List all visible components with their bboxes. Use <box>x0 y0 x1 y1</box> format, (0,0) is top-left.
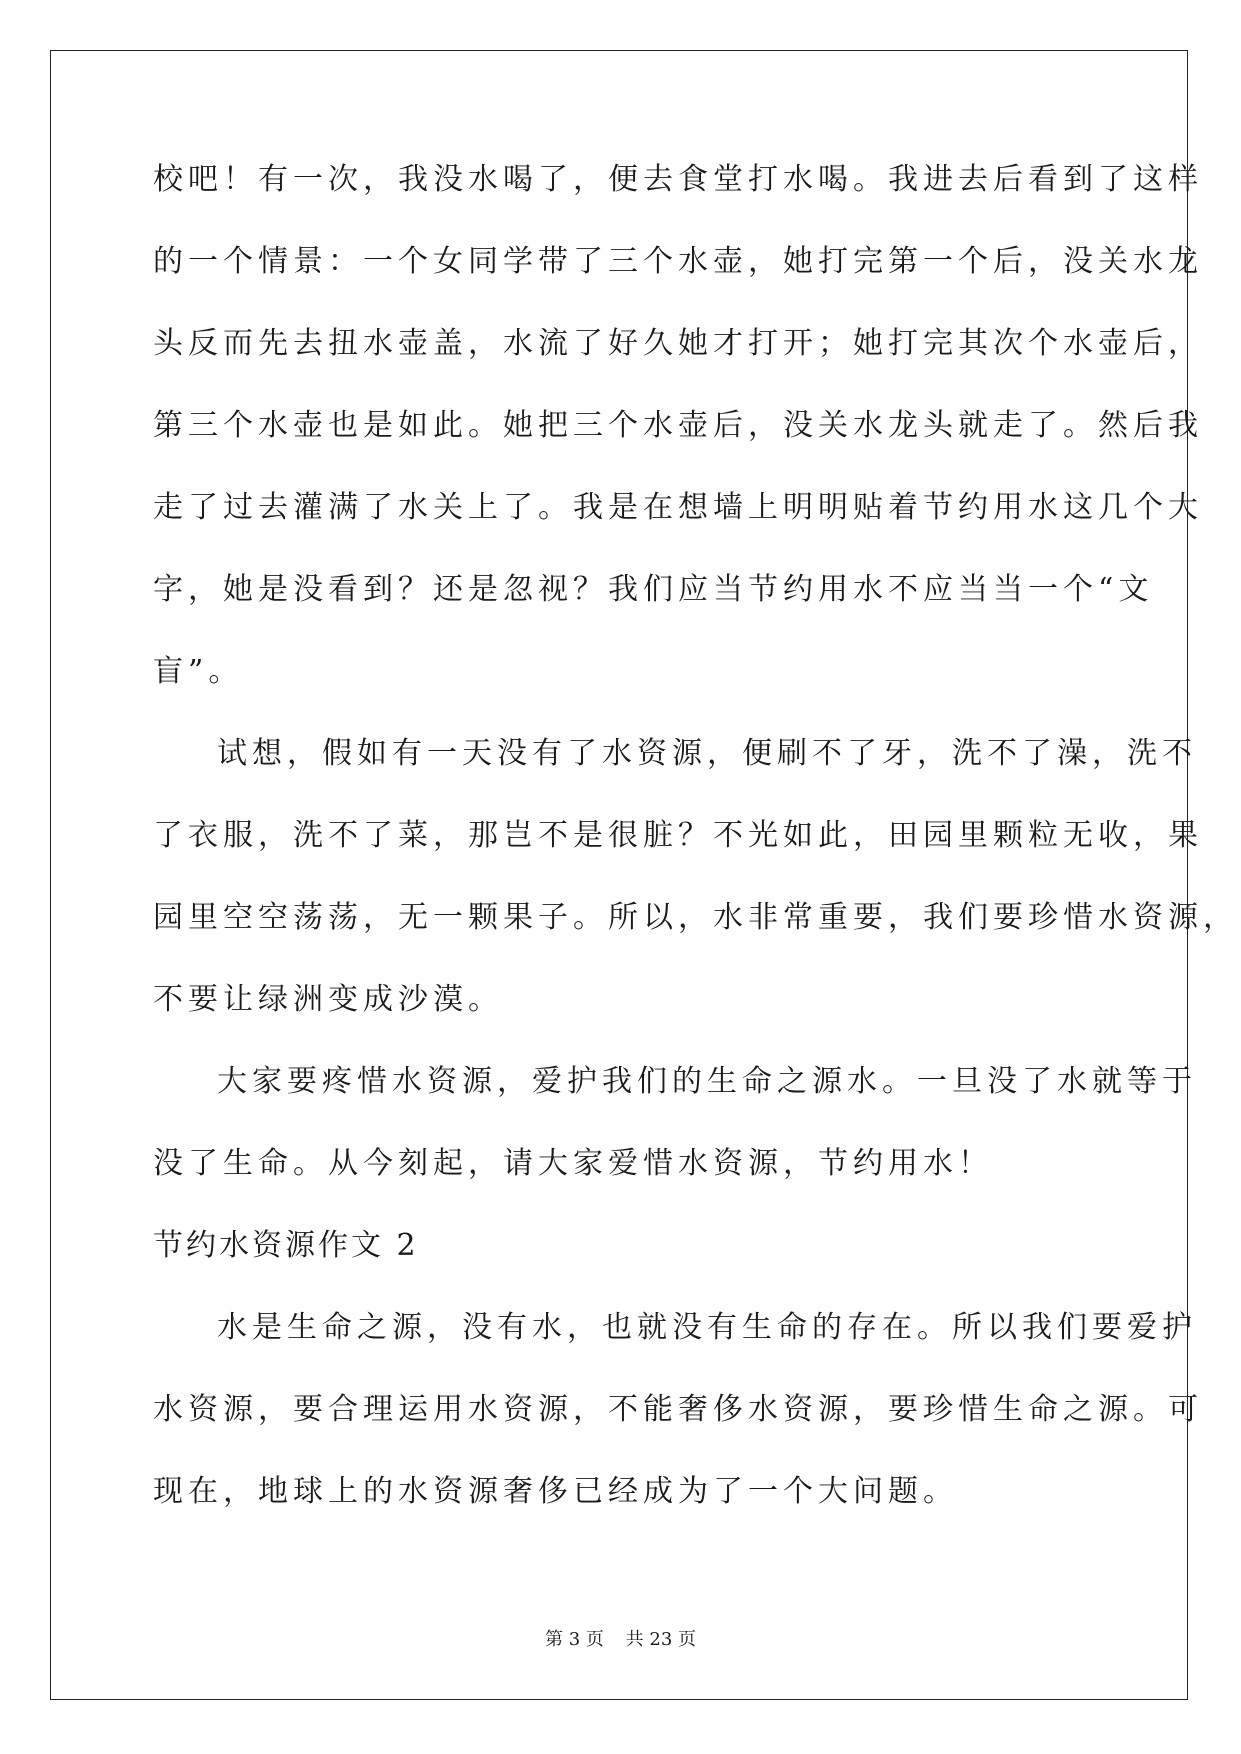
document-body <box>153 160 1238 1554</box>
text-line: 字，她是没看到？还是忽视？我们应当节约用水不应当当一个“文 <box>153 572 1154 607</box>
paragraph-first-line: 水是生命之源，没有水，也就没有生命的存在。所以我们要爱护 <box>217 1310 1197 1345</box>
text-line: 水资源，要合理运用水资源，不能奢侈水资源，要珍惜生命之源。可 <box>153 1392 1203 1427</box>
section-heading: 节约水资源作文 2 <box>153 1228 419 1263</box>
page-footer <box>0 1628 1241 1652</box>
paragraph-first-line: 试想，假如有一天没有了水资源，便刷不了牙，洗不了澡，洗不 <box>217 736 1197 771</box>
text-line: 现在，地球上的水资源奢侈已经成为了一个大问题。 <box>153 1474 958 1509</box>
text-line: 没了生命。从今刻起，请大家爱惜水资源，节约用水！ <box>153 1146 993 1181</box>
page-total: 共 23 页 <box>625 1629 696 1650</box>
page-number: 第 3 页 <box>545 1629 604 1650</box>
text-line: 的一个情景：一个女同学带了三个水壶，她打完第一个后，没关水龙 <box>153 244 1203 279</box>
text-line: 校吧！有一次，我没水喝了，便去食堂打水喝。我进去后看到了这样 <box>153 162 1203 197</box>
text-line: 头反而先去扭水壶盖，水流了好久她才打开；她打完其次个水壶后， <box>153 326 1203 361</box>
text-line: 第三个水壶也是如此。她把三个水壶后，没关水龙头就走了。然后我 <box>153 408 1203 443</box>
text-line: 走了过去灌满了水关上了。我是在想墙上明明贴着节约用水这几个大 <box>153 490 1203 525</box>
text-line: 盲”。 <box>153 654 244 689</box>
text-line: 不要让绿洲变成沙漠。 <box>153 982 503 1017</box>
text-line: 了衣服，洗不了菜，那岂不是很脏？不光如此，田园里颗粒无收，果 <box>153 818 1203 853</box>
text-line: 园里空空荡荡，无一颗果子。所以，水非常重要，我们要珍惜水资源， <box>153 900 1238 935</box>
paragraph-first-line: 大家要疼惜水资源，爱护我们的生命之源水。一旦没了水就等于 <box>217 1064 1197 1099</box>
